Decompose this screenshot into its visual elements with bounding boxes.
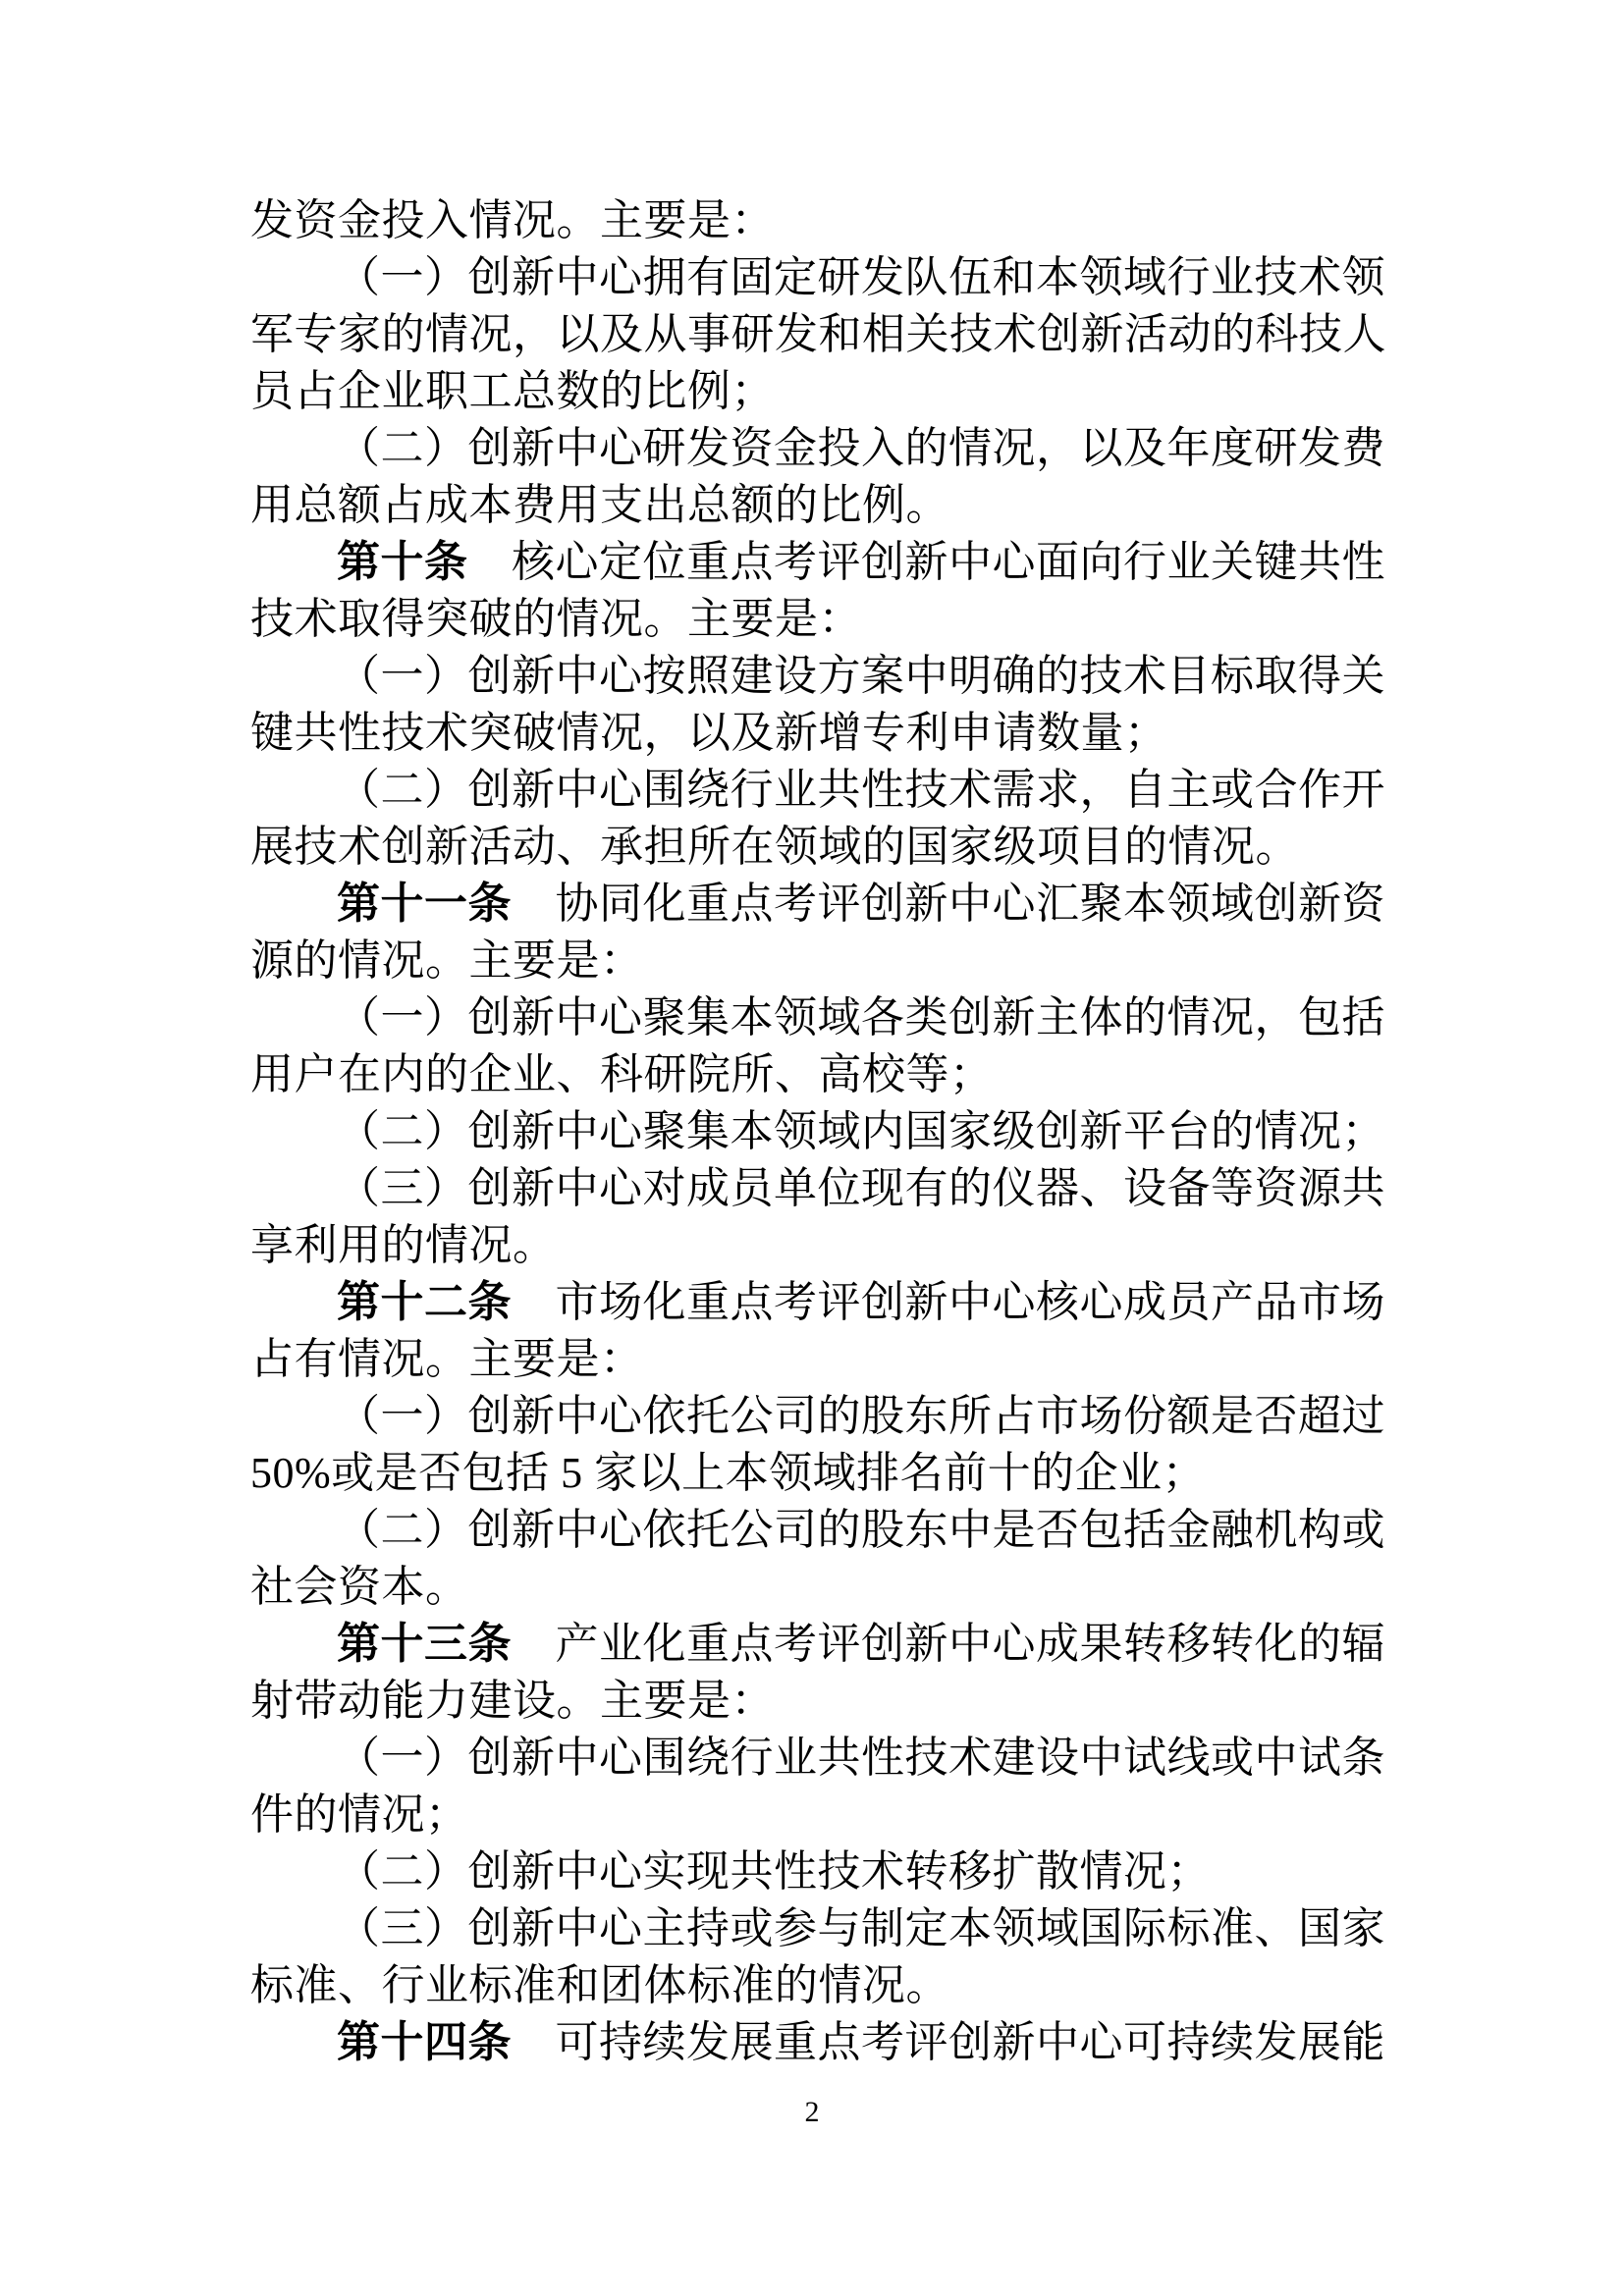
text-line: 件的情况； bbox=[250, 1790, 469, 1839]
text-line: 标准、行业标准和团体标准的情况。 bbox=[250, 1961, 949, 2009]
text-line: 占有情况。主要是： bbox=[250, 1335, 644, 1383]
text-line: 技术取得突破的情况。主要是： bbox=[250, 595, 862, 643]
text-line: 键共性技术突破情况，以及新增专利申请数量； bbox=[250, 709, 1168, 757]
text-line: （三）创新中心对成员单位现有的仪器、设备等资源共 bbox=[337, 1164, 1385, 1212]
text-line: （一）创新中心依托公司的股东所占市场份额是否超过 bbox=[337, 1392, 1385, 1440]
article-number: 第十二条 bbox=[337, 1278, 512, 1326]
text-line: （三）创新中心主持或参与制定本领域国际标准、国家 bbox=[337, 1904, 1385, 1952]
text-line: 展技术创新活动、承担所在领域的国家级项目的情况。 bbox=[250, 823, 1299, 871]
text-line: 第十一条 协同化重点考评创新中心汇聚本领域创新资 bbox=[337, 880, 1385, 928]
text-line: （一）创新中心围绕行业共性技术建设中试线或中试条 bbox=[337, 1734, 1385, 1782]
article-number: 第十四条 bbox=[337, 2018, 512, 2066]
text-line: 射带动能力建设。主要是： bbox=[250, 1677, 775, 1725]
text-line: （二）创新中心研发资金投入的情况，以及年度研发费 bbox=[337, 424, 1385, 472]
text-line: 源的情况。主要是： bbox=[250, 936, 644, 985]
article-number: 第十条 bbox=[337, 538, 468, 586]
text-line: 50%或是否包括 5 家以上本领域排名前十的企业； bbox=[250, 1449, 1207, 1497]
text-line: 发资金投入情况。主要是： bbox=[250, 196, 775, 244]
text-line: 第十三条 产业化重点考评创新中心成果转移转化的辐 bbox=[337, 1620, 1385, 1668]
article-number: 第十三条 bbox=[337, 1620, 512, 1668]
text-line: （一）创新中心按照建设方案中明确的技术目标取得关 bbox=[337, 652, 1385, 700]
document-body bbox=[250, 192, 1386, 2071]
text-line: （一）创新中心拥有固定研发队伍和本领域行业技术领 bbox=[337, 253, 1385, 301]
page-number: 2 bbox=[804, 2096, 820, 2128]
text-line: 第十二条 市场化重点考评创新中心核心成员产品市场 bbox=[337, 1278, 1385, 1326]
text-line: （二）创新中心实现共性技术转移扩散情况； bbox=[337, 1847, 1211, 1896]
text-line: 员占企业职工总数的比例； bbox=[250, 367, 775, 415]
text-line: （二）创新中心聚集本领域内国家级创新平台的情况； bbox=[337, 1107, 1385, 1155]
text-line: 用户在内的企业、科研院所、高校等； bbox=[250, 1050, 994, 1098]
text-line: （一）创新中心聚集本领域各类创新主体的情况，包括 bbox=[337, 993, 1385, 1041]
text-line: 享利用的情况。 bbox=[250, 1221, 557, 1269]
text-line: （二）创新中心依托公司的股东中是否包括金融机构或 bbox=[337, 1506, 1385, 1554]
text-line: 用总额占成本费用支出总额的比例。 bbox=[250, 481, 949, 529]
text-line: （二）创新中心围绕行业共性技术需求，自主或合作开 bbox=[337, 766, 1385, 814]
text-line: 军专家的情况，以及从事研发和相关技术创新活动的科技人 bbox=[250, 310, 1386, 358]
text-line: 第十条 核心定位重点考评创新中心面向行业关键共性 bbox=[337, 538, 1385, 586]
text-line: 第十四条 可持续发展重点考评创新中心可持续发展能 bbox=[337, 2018, 1385, 2066]
text-line: 社会资本。 bbox=[250, 1563, 469, 1611]
article-number: 第十一条 bbox=[337, 880, 512, 928]
